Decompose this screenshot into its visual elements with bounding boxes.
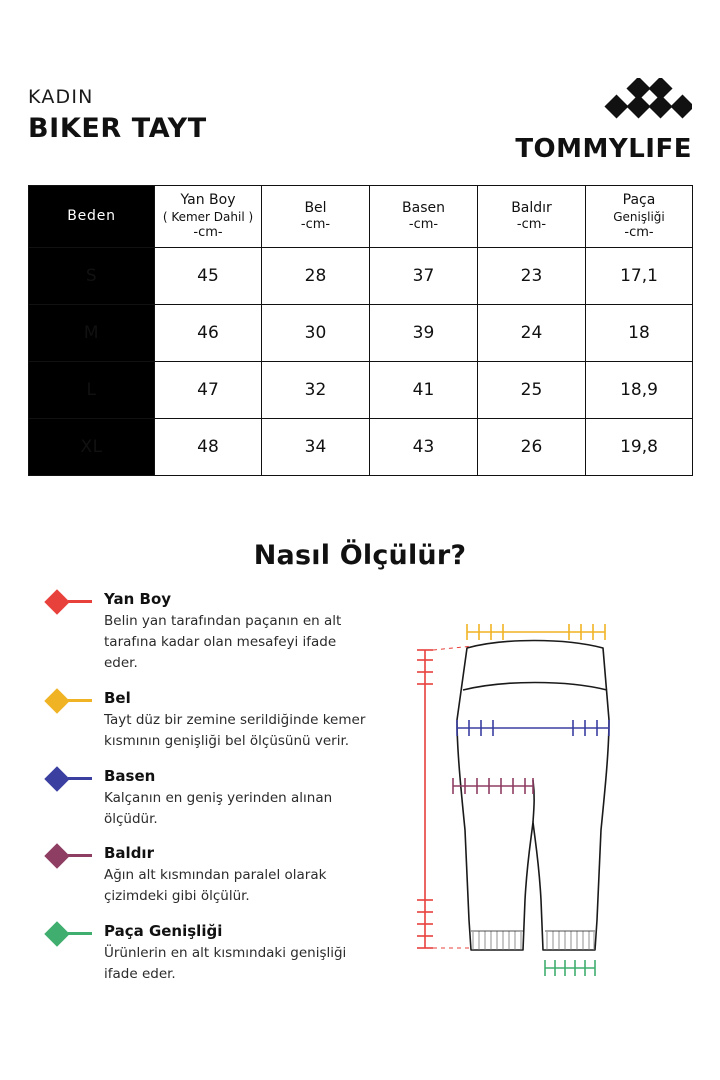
page-header	[28, 78, 692, 162]
cell-basen: 37	[370, 248, 478, 305]
size-label: M	[29, 305, 155, 362]
dash-marker-icon	[68, 600, 92, 603]
diamond-marker-icon	[44, 922, 69, 947]
category-label: KADIN	[28, 86, 94, 108]
col-title-bel: Bel	[304, 199, 327, 216]
col-unit-basen: -cm-	[408, 217, 439, 233]
legend-label-yan-boy: Yan Boy	[104, 590, 172, 608]
col-sub-yan-boy: ( Kemer Dahil )	[162, 209, 254, 224]
cell-yan-boy: 48	[155, 419, 262, 476]
cell-bel: 30	[262, 305, 370, 362]
legend-label-bel: Bel	[104, 688, 131, 707]
table-row	[29, 248, 693, 305]
cell-baldir: 24	[478, 305, 586, 362]
col-unit-bel: -cm-	[300, 217, 331, 233]
cell-yan-boy: 45	[155, 248, 262, 305]
col-title-yan-boy: Yan Boy	[180, 192, 236, 209]
cell-yan-boy: 47	[155, 362, 262, 419]
garment-drawing-icon	[395, 600, 695, 1020]
measure-line-bel	[467, 624, 605, 640]
col-unit-yan-boy: -cm-	[193, 224, 223, 240]
dash-marker-icon	[68, 854, 92, 857]
table-col-paca	[586, 186, 693, 248]
dash-marker-icon	[68, 932, 92, 935]
diamond-marker-icon	[44, 688, 69, 713]
title-block	[28, 78, 207, 143]
table-col-yan-boy	[155, 186, 262, 248]
table-row	[29, 419, 693, 476]
table-row	[29, 362, 693, 419]
table-col-basen	[370, 186, 478, 248]
diamond-cluster-logo-icon	[600, 78, 692, 126]
cell-basen: 39	[370, 305, 478, 362]
col-unit-baldir: -cm-	[516, 217, 547, 233]
legend-item-basen	[42, 767, 372, 830]
diamond-marker-icon	[44, 589, 69, 614]
measure-line-baldir	[453, 778, 533, 794]
cell-baldir: 26	[478, 419, 586, 476]
page-title: BIKER TAYT	[28, 113, 207, 144]
brand-name: TOMMYLIFE	[515, 134, 692, 164]
dash-marker-icon	[68, 699, 92, 702]
cell-paca: 18,9	[586, 362, 693, 419]
table-col-bel	[262, 186, 370, 248]
diamond-marker-icon	[44, 844, 69, 869]
measurement-legend	[42, 590, 372, 985]
measure-line-basen	[457, 720, 609, 736]
col-title-paca: Paça	[622, 192, 656, 209]
legend-label-basen: Basen	[104, 766, 156, 785]
measure-line-paca-genisligi	[545, 960, 595, 976]
legend-item-baldir	[42, 844, 372, 907]
biker-tayt-measurement-diagram	[395, 600, 695, 1020]
cell-paca: 18	[586, 305, 693, 362]
cell-yan-boy: 46	[155, 305, 262, 362]
legend-label-baldir: Baldır	[104, 844, 154, 863]
col-unit-paca: -cm-	[624, 224, 654, 240]
size-label: XL	[29, 419, 155, 476]
cell-bel: 32	[262, 362, 370, 419]
measure-line-yan-boy	[417, 650, 433, 948]
legend-desc-paca-genisligi: Ürünlerin en alt kısmındaki genişliği ifade eder.	[104, 945, 347, 983]
legend-label-paca-genisligi: Paça Genişliği	[104, 922, 223, 941]
cell-paca: 17,1	[586, 248, 693, 305]
legend-desc-yan-boy: Belin yan tarafından paçanın en alt tarafına kadar olan mesafeyi ifade eder.	[104, 613, 342, 671]
col-sub-paca: Genişliği	[613, 209, 665, 224]
legend-item-bel	[42, 689, 372, 752]
cell-bel: 34	[262, 419, 370, 476]
diamond-marker-icon	[44, 766, 69, 791]
table-header-row	[29, 186, 693, 248]
cell-bel: 28	[262, 248, 370, 305]
cell-paca: 19,8	[586, 419, 693, 476]
legend-desc-baldir: Ağın alt kısmından paralel olarak çizimdeki gibi ölçülür.	[104, 867, 327, 905]
how-to-measure-title: Nasıl Ölçülür?	[253, 540, 467, 571]
cell-basen: 43	[370, 419, 478, 476]
brand-block	[515, 78, 692, 162]
col-title-basen: Basen	[402, 199, 445, 216]
legend-item-paca-genisligi	[42, 922, 372, 985]
table-corner-cell: Beden	[29, 186, 155, 248]
dash-marker-icon	[68, 777, 92, 780]
legend-item-yan-boy	[42, 590, 372, 674]
cell-baldir: 25	[478, 362, 586, 419]
col-title-baldir: Baldır	[511, 199, 552, 216]
size-table	[28, 185, 693, 476]
table-col-baldir	[478, 186, 586, 248]
table-row	[29, 305, 693, 362]
legend-desc-bel: Tayt düz bir zemine serildiğinde kemer kısmının genişliği bel ölçüsünü verir.	[104, 711, 366, 749]
size-label: L	[29, 362, 155, 419]
size-label: S	[29, 248, 155, 305]
legend-desc-basen: Kalçanın en geniş yerinden alınan ölçüdür.	[104, 789, 333, 827]
cell-baldir: 23	[478, 248, 586, 305]
cell-basen: 41	[370, 362, 478, 419]
